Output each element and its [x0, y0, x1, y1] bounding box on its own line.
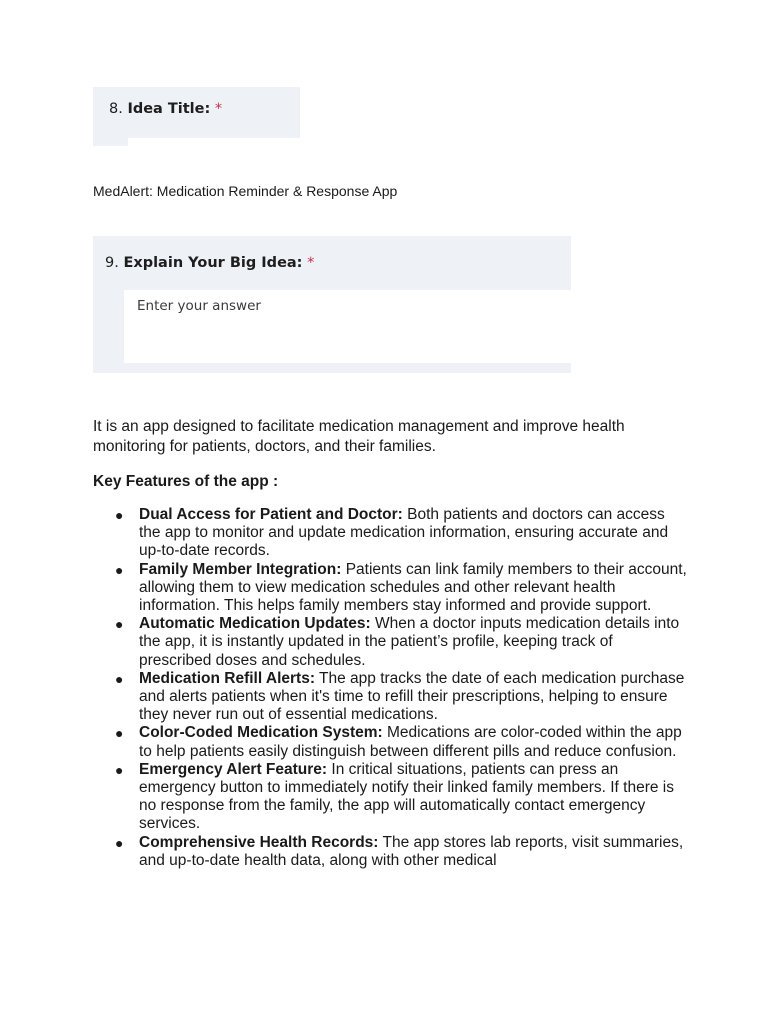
list-item [93, 724, 688, 760]
feature-name: Family Member Integration: [139, 560, 342, 578]
question-8-card [93, 87, 300, 138]
feature-description: The app stores lab reports, visit summaries, and up-to-date health data, along with other medical [139, 833, 684, 869]
question-8-label: Idea Title: [127, 101, 211, 117]
feature-description: In critical situations, patients can press an emergency button to immediately notify their linked family members. If there is no response from the family, the app will automatically contact emergency services. [139, 760, 674, 833]
question-8-number: 8. [109, 101, 123, 117]
intro-paragraph: It is an app designed to facilitate medication management and improve health monitoring for patients, doctors, and their families. [93, 418, 625, 455]
bullet-icon: ● [115, 561, 124, 578]
question-8-card-tail [93, 138, 128, 146]
bullet-icon: ● [115, 725, 124, 742]
question-8-required-mark: * [214, 101, 223, 117]
features-heading: Key Features of the app : [93, 473, 279, 490]
bullet-icon: ● [115, 507, 124, 523]
question-9-required-mark: * [307, 255, 315, 271]
bullet-icon: ● [115, 670, 124, 687]
idea-title-answer: MedAlert: Medication Reminder & Response App [93, 183, 398, 199]
feature-description: Medications are color-coded within the app to help patients easily distinguish between different pills and reduce confusion. [139, 724, 682, 760]
bullet-icon: ● [115, 616, 124, 633]
question-9-title [105, 255, 314, 271]
feature-description: Patients can link family members to their account, allowing them to view medication schedules and other relevant health information. This helps family members stay informed and provide support. [139, 560, 687, 615]
question-9-card [93, 236, 571, 373]
bullet-icon: ● [115, 834, 124, 851]
feature-name: Comprehensive Health Records: [139, 833, 379, 851]
feature-description: The app tracks the date of each medication purchase and alerts patients when it's time to refill their prescriptions, helping to ensure they never run out of essential medications. [139, 669, 685, 724]
list-item [93, 670, 688, 725]
list-item [93, 761, 688, 834]
big-idea-answer-input[interactable] [124, 290, 571, 363]
feature-description: When a doctor inputs medication details into the app, it is instantly updated in the patient’s profile, keeping track of prescribed doses and schedules. [139, 615, 680, 669]
list-item [93, 834, 688, 870]
feature-name: Dual Access for Patient and Doctor: [139, 506, 403, 523]
list-item [93, 615, 688, 670]
list-item [93, 561, 688, 616]
feature-description: Both patients and doctors can access the app to monitor and update medication information, ensuring accurate and up-to-date records. [139, 506, 669, 560]
feature-name: Automatic Medication Updates: [139, 615, 371, 633]
feature-list [93, 506, 688, 870]
feature-name: Emergency Alert Feature: [139, 760, 328, 778]
question-8-title [109, 101, 222, 117]
bullet-icon: ● [115, 761, 124, 778]
list-item [93, 506, 688, 561]
question-9-label: Explain Your Big Idea: [123, 255, 303, 271]
question-9-number: 9. [105, 255, 119, 271]
answer-placeholder: Enter your answer [137, 298, 261, 314]
feature-name: Medication Refill Alerts: [139, 669, 315, 687]
feature-name: Color-Coded Medication System: [139, 724, 383, 742]
